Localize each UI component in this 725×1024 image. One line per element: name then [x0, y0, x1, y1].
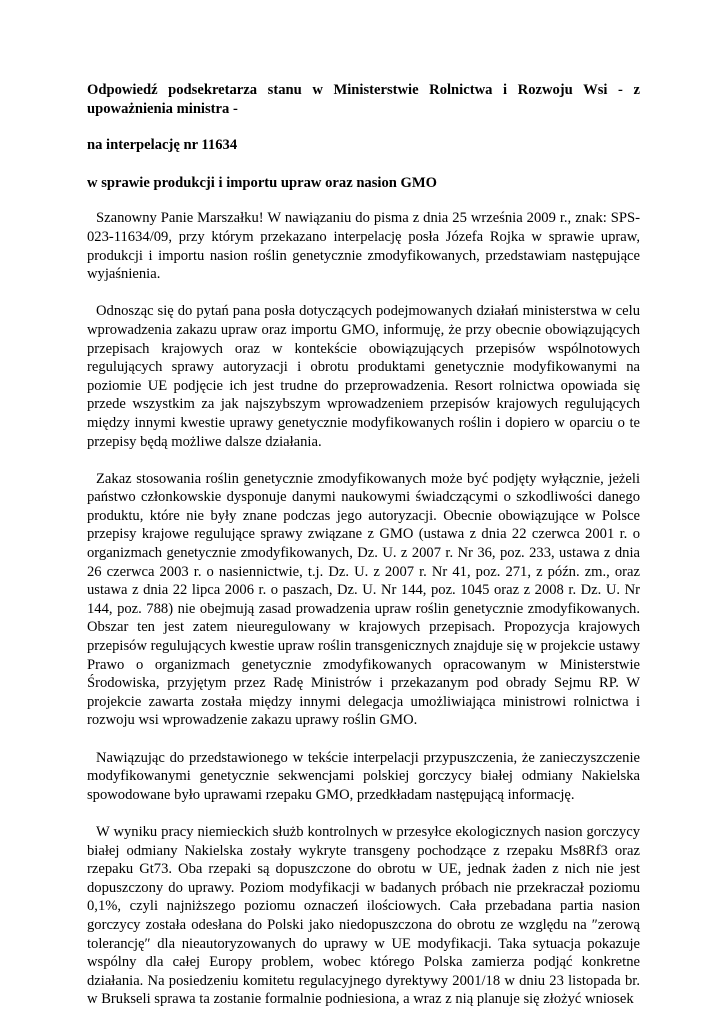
document-subject: w sprawie produkcji i importu upraw oraz nasion GMO [87, 174, 438, 191]
document-page [87, 81, 640, 1009]
paragraph-german-inspection: W wyniku pracy niemieckich służb kontrolnych w przesyłce ekologicznych nasion gorczycy białej odmiany Nakielska zostały wykryte transgeny pochodzące z rzepaku Ms8Rf3 oraz rzepaku Gt73. Oba rzepaki są dopuszczone do obrotu w UE, jednak żaden z nich nie jest dopuszczony do uprawy. Poziom modyfikacji w badanych próbach nie przekraczał poziomu 0,1%, czyli najniższego poziomu oznaczeń ilościowych. Cała przebadana partia nasion gorczycy została odesłana do Polski jako niedopuszczona do obrotu ze względu na ″zerową tolerancję″ dla nieautoryzowanych do uprawy w UE modyfikacji. Taka sytuacja pokazuje wspólny dla całej Europy problem, wobec którego Polska zamierza podjąć konkretne działania. Na posiedzeniu komitetu regulacyjnego dyrektywy 2001/18 w dniu 23 listopada br. w Brukseli sprawa ta zostanie formalnie podniesiona, a wraz z nią planuje się złożyć wniosek [87, 823, 640, 1008]
paragraph-greeting: Szanowny Panie Marszałku! W nawiązaniu do pisma z dnia 25 września 2009 r., znak: SPS-023-11634/09, przy którym przekazano interpelację posła Józefa Rojka w sprawie upraw, produkcji i importu nasion roślin genetycznie zmodyfikowanych, przedstawiam następujące wyjaśnienia. [87, 210, 640, 283]
paragraph-legal-framework: Zakaz stosowania roślin genetycznie zmodyfikowanych może być podjęty wyłącznie, jeżeli państwo członkowskie dysponuje danymi naukowymi świadczącymi o szkodliwości danego produktu, które nie były znane podczas jego autoryzacji. Obecnie obowiązujące w Polsce przepisy krajowe regulujące sprawy związane z GMO (ustawa z dnia 22 czerwca 2001 r. o organizmach genetycznie zmodyfikowanych, Dz. U. z 2007 r. Nr 36, poz. 233, ustawa z dnia 26 czerwca 2003 r. o nasiennictwie, t.j. Dz. U. z 2007 r. Nr 41, poz. 271, z późn. zm., oraz ustawa z dnia 22 lipca 2006 r. o paszach, Dz. U. Nr 144, poz. 1045 oraz z 2008 r. Dz. U. Nr 144, poz. 788) nie obejmują zasad prowadzenia upraw roślin genetycznie zmodyfikowanych. Obszar ten jest zatem nieuregulowany w krajowych przepisach. Propozycja krajowych przepisów regulujących kwestie upraw roślin transgenicznych znajduje się w projekcie ustawy Prawo o organizmach genetycznie zmodyfikowanych opracowanym w Ministerstwie Środowiska, przyjętym przez Radę Ministrów i przekazanym pod obrady Sejmu RP. W projekcie zawarta została między innymi delegacja umożliwiająca ministrowi rolnictwa i rozwoju wsi wprowadzenie zakazu uprawy roślin GMO. [87, 470, 640, 729]
document-title: Odpowiedź podsekretarza stanu w Ministerstwie Rolnictwa i Rozwoju Wsi - z upoważnienia ministra - [87, 82, 640, 117]
paragraph-ministry-actions: Odnosząc się do pytań pana posła dotyczących podejmowanych działań ministerstwa w celu wprowadzenia zakazu upraw oraz importu GMO, informuję, że przy obecnie obowiązujących przepisach krajowych oraz w kontekście obowiązujących przepisów wspólnotowych regulujących sprawy autoryzacji i obrotu produktami genetycznie modyfikowanymi na poziomie UE podjęcie ich jest trudne do przeprowadzenia. Resort rolnictwa opowiada się przede wszystkim za jak najszybszym wprowadzeniem przepisów krajowych regulujących między innymi kwestie uprawy genetycznie modyfikowanych roślin i dopiero w oparciu o te przepisy będą możliwe dalsze działania. [87, 303, 640, 450]
interpellation-number: na interpelację nr 11634 [87, 137, 238, 154]
paragraph-mustard-contamination: Nawiązując do przedstawionego w tekście interpelacji przypuszczenia, że zanieczyszczenie modyfikowanymi genetycznie sekwencjami polskiej gorczycy białej odmiany Nakielska spowodowane było uprawami rzepaku GMO, przedkładam następującą informację. [87, 749, 640, 803]
